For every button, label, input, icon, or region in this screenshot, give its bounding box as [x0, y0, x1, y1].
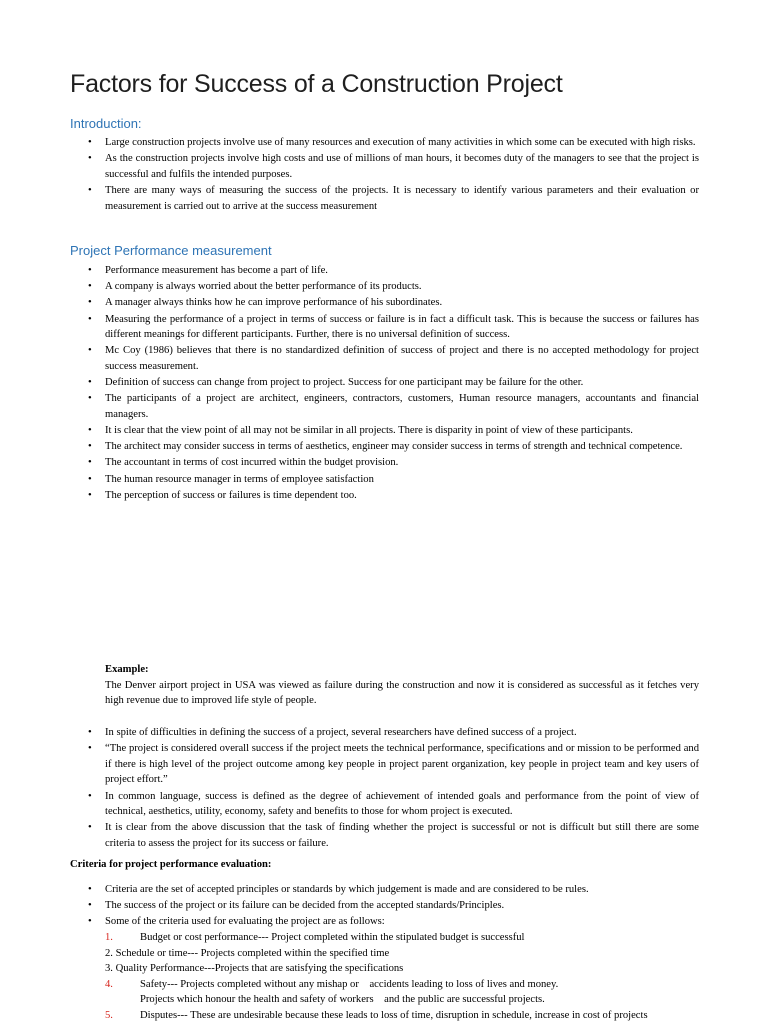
introduction-heading: Introduction: — [70, 116, 142, 131]
criteria-item-continuation: Projects which honour the health and safety of workers and the public are successful projects. — [140, 994, 545, 1006]
list-item: • A company is always worried about the better performance of its products. — [105, 279, 699, 295]
criteria-item — [105, 977, 705, 993]
item-number: 5. — [105, 1009, 113, 1021]
list-item: • The accountant in terms of cost incurred within the budget provision. — [105, 455, 699, 471]
item-text: Disputes--- These are undesirable because these leads to loss of time, disruption in schedule, increase in cost of projects — [140, 1009, 648, 1021]
list-item: • In spite of difficulties in defining the success of a project, several researchers have defined success of a project. — [105, 725, 699, 741]
criteria-item — [105, 961, 705, 977]
item-text: Budget or cost performance--- Project completed within the stipulated budget is successful — [140, 932, 525, 943]
item-number: 4. — [105, 978, 113, 990]
item-text: Safety--- Projects completed without any mishap or accidents leading to loss of lives and money. — [140, 978, 559, 990]
item-number: 2. — [105, 947, 113, 959]
list-item: • Definition of success can change from project to project. Success for one participant may be failure for the other. — [105, 375, 699, 391]
example-block — [105, 662, 699, 709]
criteria-item — [105, 1008, 705, 1024]
criteria-heading: Criteria for project performance evaluation: — [70, 859, 272, 870]
list-item: • Criteria are the set of accepted principles or standards by which judgement is made and are considered to be rules. — [105, 882, 699, 898]
introduction-list — [105, 135, 699, 215]
document-title: Factors for Success of a Construction Project — [70, 70, 563, 98]
performance-list — [105, 263, 699, 504]
criteria-numbered-list — [105, 930, 705, 1024]
list-item: • As the construction projects involve high costs and use of millions of man hours, it becomes duty of the managers to see that the project is successful and fulfils the intended purposes. — [105, 151, 699, 182]
list-item: • Measuring the performance of a project in terms of success or failure is in fact a difficult task. This is because the success or failures has different meanings for different participants. Further, there is no universal definition of success. — [105, 312, 699, 343]
item-text: Quality Performance---Projects that are satisfying the specifications — [115, 963, 404, 975]
list-item: • The perception of success or failures is time dependent too. — [105, 488, 699, 504]
list-item: • Large construction projects involve use of many resources and execution of many activities in which some can be executed with high risks. — [105, 135, 699, 151]
criteria-list — [105, 882, 699, 931]
list-item: • The success of the project or its failure can be decided from the accepted standards/Principles. — [105, 898, 699, 914]
list-item: • The human resource manager in terms of employee satisfaction — [105, 472, 699, 488]
list-item: • The participants of a project are architect, engineers, contractors, customers, Human resource managers, accountants and financial managers. — [105, 391, 699, 422]
criteria-item — [105, 930, 705, 946]
list-item: • A manager always thinks how he can improve performance of his subordinates. — [105, 295, 699, 311]
list-item: • The architect may consider success in terms of aesthetics, engineer may consider success in terms of strength and technical competence. — [105, 439, 699, 455]
list-item: • Performance measurement has become a part of life. — [105, 263, 699, 279]
performance-heading: Project Performance measurement — [70, 243, 272, 258]
list-item: • Some of the criteria used for evaluating the project are as follows: — [105, 914, 699, 930]
example-label: Example: — [105, 664, 149, 675]
list-item: • Mc Coy (1986) believes that there is no standardized definition of success of project and there is no accepted methodology for project success measurement. — [105, 343, 699, 374]
success-definition-list — [105, 725, 699, 852]
item-number: 1. — [105, 932, 113, 943]
criteria-item — [105, 946, 705, 962]
list-item: • It is clear from the above discussion that the task of finding whether the project is successful or not is difficult but still there are some criteria to assess the project for its success or failure. — [105, 820, 699, 851]
list-item: • In common language, success is defined as the degree of achievement of intended goals and performance from the point of view of technical, aesthetics, utility, economy, safety and benefits to those for whom project is executed. — [105, 789, 699, 820]
item-text: Schedule or time--- Projects completed within the specified time — [115, 947, 390, 959]
item-number: 3. — [105, 963, 113, 975]
list-item: • “The project is considered overall success if the project meets the technical performance, specifications and or mission to be performed and if there is high level of the project outcome among key people in project parent organization, key people in project team and key users of project effort.” — [105, 741, 699, 788]
list-item: • There are many ways of measuring the success of the projects. It is necessary to identify various parameters and their evaluation or measurement is carried out to arrive at the success measurement — [105, 183, 699, 214]
example-text: The Denver airport project in USA was viewed as failure during the construction and now it is considered as successful as it fetches very high revenue due to improved life style of people. — [105, 679, 699, 707]
list-item: • It is clear that the view point of all may not be similar in all projects. There is disparity in point of view of these participants. — [105, 423, 699, 439]
